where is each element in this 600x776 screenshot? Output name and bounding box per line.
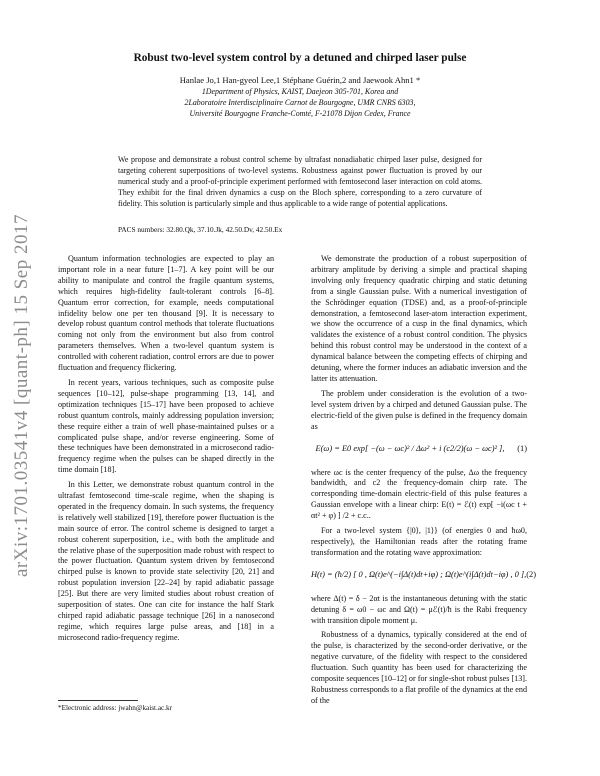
equation-body: H(t) = (ħ/2) [ 0 , Ω(t)e^(−i∫Δ(t)dt+iφ) ; Ω(t)e^(i∫Δ(t)dt−iφ) , 0 ], (311, 570, 527, 580)
right-column (311, 254, 537, 711)
affiliation-line: 2Laboratoire Interdisciplinaire Carnot de Bourgogne, UMR CNRS 6303, (184, 98, 416, 107)
equation-body: E(ω) = E0 exp[ −(ω − ωc)² / Δω² + i (c2/2)(ω − ωc)² ], (315, 444, 505, 454)
equation-1 (311, 438, 527, 462)
body-paragraph: The problem under consideration is the evolution of a two-level system driven by a chirped and detuned Gaussian pulse. The electric-field of the given pulse is defined in the frequency domain as (311, 388, 527, 431)
equation-number: (2) (526, 570, 537, 580)
arxiv-identifier: arXiv:1701.03541v4 [quant-ph] 15 Sep 2017 (11, 214, 32, 577)
affiliation-line: 1Department of Physics, KAIST, Daejeon 305-701, Korea and (201, 87, 399, 96)
author-list: Hanlae Jo,1 Han-gyeol Lee,1 Stéphane Guérin,2 and Jaewook Ahn1 * (179, 75, 421, 85)
paper-title: Robust two-level system control by a detuned and chirped laser pulse (133, 52, 467, 64)
body-paragraph: where Δ(t) = δ − 2αt is the instantaneous detuning with the static detuning δ = ω0 − ωc and Ω(t) = μℰ(t)/ħ is the Rabi frequency with transition dipole moment μ. (311, 593, 527, 625)
body-paragraph: We demonstrate the production of a robust superposition of arbitrary amplitude by deriving a simple and practical shaping involving only frequency quadratic chirping and static detuning from a single Gaussian pulse. With a numerical investigation of the Schrödinger equation (TDSE) and, as a proof-of-principle demonstration, a femtosecond laser-atom interaction experiment, we show the occurrence of a cusp in the final dynamics, which validates the existence of a robust control condition. The physics behind this robust control may be understood in the context of a dynamical balance between the competing effects of chirping and detuning, where the former induces an adiabatic inversion and the latter its attenuation. (311, 254, 527, 383)
body-paragraph: For a two-level system {|0⟩, |1⟩} (of energies 0 and ħω0, respectively), the Hamiltonian reads after the rotating frame transformation and the rotating wave approximation: (311, 526, 527, 557)
equation-2 (311, 564, 537, 588)
equation-number: (1) (517, 444, 527, 454)
pacs-numbers: PACS numbers: 32.80.Qk, 37.10.Jk, 42.50.Dv, 42.50.Ex (118, 225, 283, 234)
footnote-divider (58, 700, 138, 701)
body-paragraph: where ωc is the center frequency of the pulse, Δω the frequency bandwidth, and c2 the frequency-domain chirp rate. The corresponding time-domain electric-field of this pulse features a Gaussian envelope with a linear chirp: E(t) = ℰ(t) exp[ −i(ωc t + αt² + φ) ] /2 + c.c.. (311, 467, 527, 521)
footnote: *Electronic address: jwahn@kaist.ac.kr (58, 704, 172, 712)
left-column (58, 254, 274, 648)
body-paragraph: Quantum information technologies are expected to play an important role in a near future [1–7]. A key point will be our ability to manipulate and control the fragile quantum systems, which requires high-fidelity fault-tolerant controls [6–8]. Quantum error correction, for example, needs computational infidelity below one per ten thousand [9]. It is necessary to develop robust quantum control methods that tolerate fluctuations coming not only from the environment but also from control parameters themselves. When a two-level quantum system is controlled with coherent radiation, control errors are due to power fluctuation and frequency flickering. (58, 254, 274, 373)
body-paragraph: In this Letter, we demonstrate robust quantum control in the ultrafast femtosecond time-scale regime, when the shaping is operated in the frequency domain. In such systems, the frequency is relatively well stabilized [19], therefore power fluctuation is the main source of error. The control scheme is designed to target a robust coherent superposition, i.e., with both the amplitude and the relative phase of the superposition made robust with respect to the power fluctuation. Quantum system driven by femtosecond chirped pulse is known to provide state selectivity [20, 21] and robust population inversion [22–24] by rapid adiabatic passage [25]. But there are very limited studies about robust creation of superposition of states. One can cite for instance the half Stark chirped rapid adiabatic passage technique [26] in a nanosecond regime, which requires large pulse areas, and [18] in a microsecond radio-frequency regime. (58, 480, 274, 642)
abstract: We propose and demonstrate a robust control scheme by ultrafast nonadiabatic chirped laser pulse, designed for targeting coherent superpositions of two-level systems. Robustness against power fluctuation is proved by our numerical study and a proof-of-principle experiment performed with femtosecond laser interaction on cold atoms. They exhibit for the final driven dynamics a cusp on the Bloch sphere, corresponding to a zero curvature of fidelity. This solution is particularly simple and thus applicable to a wide range of potential applications. (118, 155, 482, 208)
body-paragraph: Robustness of a dynamics, typically considered at the end of the pulse, is characterized by the second-order derivative, or the negative curvature, of the fidelity with respect to the considered fluctuation. Such quantity has been used for characterizing the composite sequences [10–12] or for single-shot robust pulses [13]. Robustness corresponds to a flat profile of the dynamics at the end of the (311, 630, 527, 705)
affiliation-line: Université Bourgogne Franche-Comté, F-21078 Dijon Cedex, France (189, 109, 411, 118)
body-paragraph: In recent years, various techniques, such as composite pulse sequences [10–12], pulse-shape programming [13, 14], and optimization techniques [15–17] have been proposed to achieve robust quantum controls, mainly addressing population inversion; these require either a train of well phase-maintained pulses or a complicated pulse shape, and/or reverse engineering. Some of these techniques have been demonstrated in a microsecond radio-frequency regime when the pulses can be shaped directly in the time domain [18]. (58, 377, 274, 475)
affiliations (60, 86, 540, 119)
